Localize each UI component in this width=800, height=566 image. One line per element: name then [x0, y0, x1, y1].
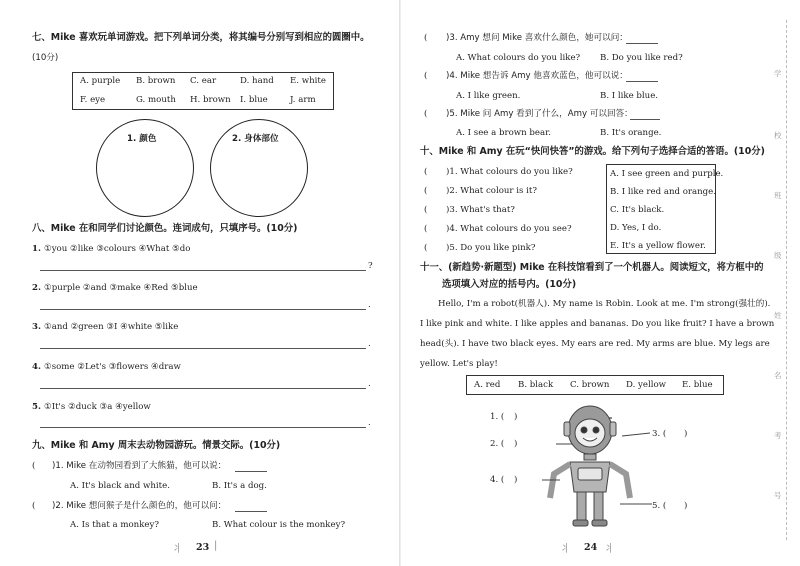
- word-item: A. purple: [80, 76, 121, 86]
- s9-option-b: B. What colour is the monkey?: [212, 520, 346, 530]
- passage-line: Hello, I'm a robot(机器人). My name is Robin. Look at me. I'm strong(强壮的).: [438, 299, 771, 309]
- s8-num: 4.: [32, 362, 41, 372]
- s11-option: E. blue: [682, 380, 713, 390]
- s10-option: A. I see green and purple.: [610, 169, 724, 179]
- answer-paren[interactable]: (: [424, 71, 428, 81]
- answer-line[interactable]: [630, 119, 660, 120]
- robot-arm: [610, 464, 630, 498]
- s9-option-a: A. Is that a monkey?: [70, 520, 159, 530]
- answer-paren[interactable]: (: [424, 243, 428, 253]
- s8-num: 5.: [32, 402, 41, 412]
- s11-option: A. red: [474, 380, 501, 390]
- answer-line[interactable]: [626, 81, 658, 82]
- s9-question: )4. Mike 想告诉 Amy 他喜欢蓝色，他可以说：: [446, 71, 628, 81]
- page-number: 24: [584, 542, 598, 553]
- word-item: J. arm: [290, 95, 316, 105]
- s10-question: )3. What's that?: [446, 205, 515, 215]
- word-item: E. white: [290, 76, 326, 86]
- answer-line[interactable]: [40, 309, 366, 310]
- page-ornament-icon: |: [214, 540, 218, 551]
- s10-option: B. I like red and orange.: [610, 187, 717, 197]
- page-ornament-icon: ⺦: [560, 544, 570, 555]
- robot-leg: [577, 492, 586, 522]
- circle-colors-label: 1. 颜色: [127, 134, 157, 144]
- s9-option-b: B. It's a dog.: [212, 481, 267, 491]
- answer-line[interactable]: [40, 348, 366, 349]
- s8-end: .: [368, 379, 371, 389]
- section-11-title-cont: 选项填入对应的括号内。(10分): [442, 279, 577, 290]
- s9-option-b: B. Do you like red?: [600, 53, 683, 63]
- passage-line: head(头). I have two black eyes. My ears are red. My arms are blue. My legs are: [420, 339, 770, 349]
- s9-option-b: B. I like blue.: [600, 91, 659, 101]
- s8-end: .: [368, 418, 371, 428]
- answer-line[interactable]: [235, 471, 267, 472]
- s10-option: C. It's black.: [610, 205, 665, 215]
- robot-label: 3. (: [652, 429, 667, 439]
- word-item: D. hand: [240, 76, 274, 86]
- s11-option: D. yellow: [626, 380, 667, 390]
- s8-num: 2.: [32, 283, 41, 293]
- seal-char: 考: [774, 431, 782, 440]
- section-8-title: 八、Mike 在和同学们讨论颜色。连词成句，只填序号。(10分): [32, 223, 298, 234]
- word-item: C. ear: [190, 76, 217, 86]
- word-item: G. mouth: [136, 95, 176, 105]
- robot-foot: [573, 520, 588, 526]
- robot-label-close: ): [684, 429, 688, 439]
- s9-option-b: B. It's orange.: [600, 128, 662, 138]
- robot-label: 4. (: [490, 475, 505, 485]
- robot-ear-leader-line: [622, 433, 650, 436]
- s9-question: )5. Mike 问 Amy 看到了什么，Amy 可以回答：: [446, 109, 633, 119]
- s9-option-a: A. What colours do you like?: [456, 53, 581, 63]
- answer-line[interactable]: [40, 427, 366, 428]
- s8-end: ?: [368, 261, 373, 271]
- section-11-title: 十一、(新趋势·新题型) Mike 在科技馆看到了一个机器人。阅读短文，将方框中的: [420, 262, 764, 273]
- robot-label-close: ): [514, 475, 518, 485]
- robot-label: 5. (: [652, 501, 667, 511]
- s10-question: )2. What colour is it?: [446, 186, 537, 196]
- robot-illustration: [520, 400, 660, 530]
- seal-char: 号: [774, 491, 782, 500]
- page-number: 23: [196, 542, 210, 553]
- robot-ear: [564, 422, 570, 436]
- robot-eye: [593, 427, 599, 433]
- robot-foot: [592, 520, 607, 526]
- s10-question: )1. What colours do you like?: [446, 167, 573, 177]
- robot-ear: [610, 422, 616, 436]
- robot-face: [575, 419, 605, 447]
- right-page: [400, 0, 800, 566]
- answer-paren[interactable]: (: [424, 109, 428, 119]
- s9-option-a: A. I see a brown bear.: [456, 128, 551, 138]
- s8-words: ①It's ②duck ③a ④yellow: [44, 402, 151, 412]
- robot-eye: [581, 427, 587, 433]
- answer-paren[interactable]: (: [32, 461, 36, 471]
- robot-label-close: ): [514, 439, 518, 449]
- s11-option: C. brown: [570, 380, 610, 390]
- page-ornament-icon: ⺦: [172, 544, 182, 555]
- page-ornament-icon: ⺦: [604, 544, 614, 555]
- word-item: H. brown: [190, 95, 231, 105]
- s9-question: )3. Amy 想问 Mike 喜欢什么颜色，她可以问：: [446, 33, 628, 43]
- s10-option: E. It's a yellow flower.: [610, 241, 706, 251]
- s8-end: .: [368, 300, 371, 310]
- s11-option: B. black: [518, 380, 554, 390]
- seal-char: 姓: [774, 311, 782, 320]
- section-7-title: 七、Mike 喜欢玩单词游戏。把下列单词分类，将其编号分别写到相应的圆圈中。: [32, 32, 370, 43]
- binding-line: [786, 20, 787, 540]
- passage-line: I like pink and white. I like apples and bananas. Do you like fruit? I have a brown: [420, 319, 775, 329]
- answer-line[interactable]: [40, 388, 366, 389]
- robot-leg: [594, 492, 603, 522]
- answer-line[interactable]: [40, 270, 366, 271]
- s8-end: .: [368, 339, 371, 349]
- s8-words: ①some ②Let's ③flowers ④draw: [44, 362, 181, 372]
- robot-label-close: ): [514, 412, 518, 422]
- answer-paren[interactable]: (: [424, 224, 428, 234]
- circle-body-parts-label: 2. 身体部位: [232, 134, 279, 144]
- answer-paren[interactable]: (: [32, 501, 36, 511]
- s10-question: )5. Do you like pink?: [446, 243, 536, 253]
- s8-words: ①and ②green ③I ④white ⑤like: [44, 322, 179, 332]
- word-item: B. brown: [136, 76, 176, 86]
- s8-num: 3.: [32, 322, 41, 332]
- s8-num: 1.: [32, 244, 41, 254]
- robot-label: 1. (: [490, 412, 505, 422]
- s9-question: )2. Mike 想问猴子是什么颜色的，他可以问：: [52, 501, 227, 511]
- answer-paren[interactable]: (: [424, 33, 428, 43]
- s10-option: D. Yes, I do.: [610, 223, 662, 233]
- seal-char: 校: [774, 131, 782, 140]
- robot-neck: [584, 454, 596, 460]
- passage-line: yellow. Let's play!: [420, 359, 498, 369]
- answer-paren[interactable]: (: [424, 167, 428, 177]
- word-item: F. eye: [80, 95, 106, 105]
- s8-words: ①purple ②and ③make ④Red ⑤blue: [44, 283, 198, 293]
- s10-question: )4. What colours do you see?: [446, 224, 572, 234]
- section-10-title: 十、Mike 和 Amy 在玩“快问快答”的游戏。给下列句子选择合适的答语。(10分): [420, 146, 765, 157]
- robot-label: 2. (: [490, 439, 505, 449]
- robot-label-close: ): [684, 501, 688, 511]
- robot-chest-panel: [578, 468, 602, 480]
- answer-line[interactable]: [235, 511, 267, 512]
- word-item: I. blue: [240, 95, 268, 105]
- seal-char: 班: [774, 191, 782, 200]
- answer-paren[interactable]: (: [424, 186, 428, 196]
- answer-line[interactable]: [626, 43, 658, 44]
- s9-question: )1. Mike 在动物园看到了大熊猫，他可以说：: [52, 461, 227, 471]
- section-7-score: (10分): [32, 53, 59, 63]
- seal-char: 级: [774, 251, 782, 260]
- s8-words: ①you ②like ③colours ④What ⑤do: [44, 244, 191, 254]
- seal-char: 名: [774, 371, 782, 380]
- section-9-title: 九、Mike 和 Amy 周末去动物园游玩。情景交际。(10分): [32, 440, 281, 451]
- s9-option-a: A. I like green.: [456, 91, 521, 101]
- s9-option-a: A. It's black and white.: [70, 481, 170, 491]
- seal-char: 学: [774, 69, 782, 78]
- answer-paren[interactable]: (: [424, 205, 428, 215]
- robot-arm: [550, 464, 570, 498]
